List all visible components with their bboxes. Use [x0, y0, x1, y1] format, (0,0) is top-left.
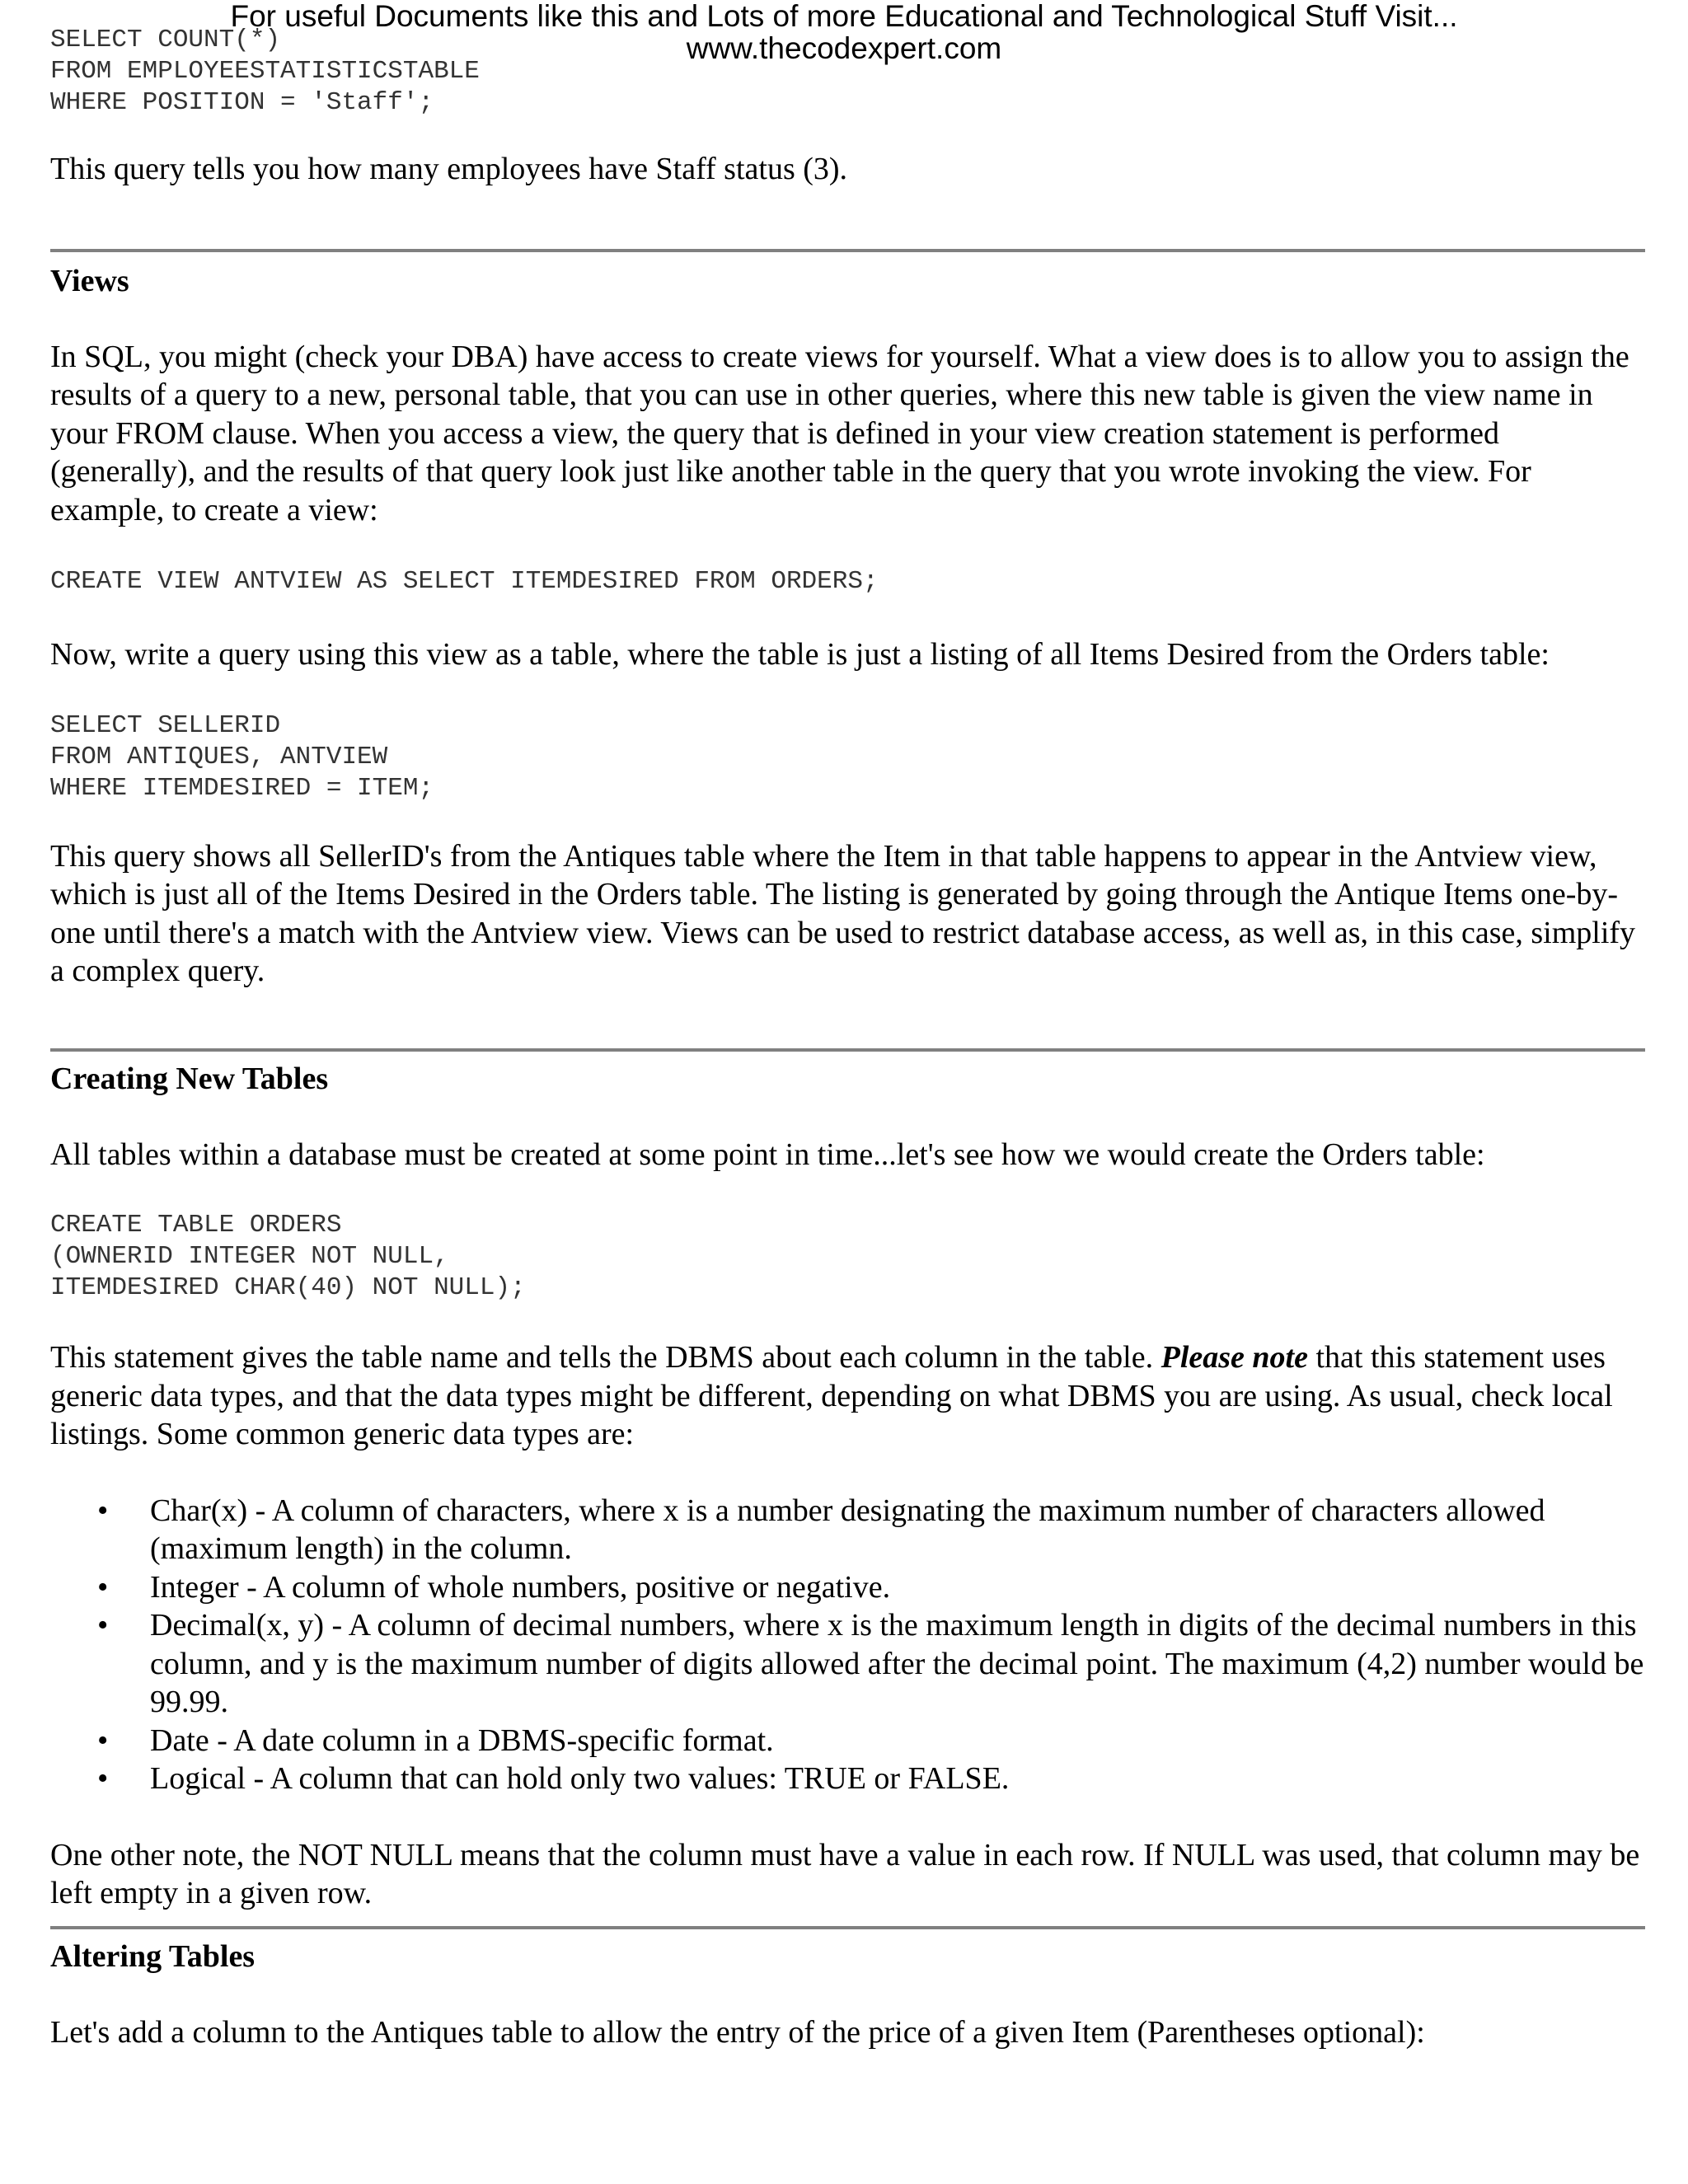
- count-query-explanation: This query tells you how many employees have Staff status (3).: [50, 152, 848, 186]
- code-create-view: CREATE VIEW ANTVIEW AS SELECT ITEMDESIRED FROM ORDERS;: [50, 567, 879, 596]
- document-content: [50, 25, 1645, 2051]
- list-item-text: Integer - A column of whole numbers, positive or negative.: [150, 1569, 891, 1605]
- list-item-text: Decimal(x, y) - A column of decimal numbers, where x is the maximum length in digits of the decimal numbers in this column, and y is the maximum number of digits allowed after the decimal point. The maximum (4,2) number would be 99.99.: [150, 1608, 1644, 1719]
- heading-altering-tables: Altering Tables: [50, 1938, 256, 1974]
- create-table-explanation: [50, 1338, 1645, 1454]
- alter-table-intro: Let's add a column to the Antiques table to allow the entry of the price of a given Item (Parentheses optional):: [50, 2014, 1425, 2050]
- banner-url[interactable]: www.thecodexpert.com: [686, 31, 1002, 65]
- not-null-note: One other note, the NOT NULL means that the column must have a value in each row. If NULL was used, that column may be left empty in a given row.: [50, 1837, 1640, 1910]
- bullet-icon: •: [97, 1569, 109, 1605]
- bullet-icon: •: [97, 1761, 109, 1796]
- heading-views: Views: [50, 263, 129, 298]
- list-item: [50, 1760, 1645, 1798]
- code-create-table: CREATE TABLE ORDERS (OWNERID INTEGER NOT NULL, ITEMDESIRED CHAR(40) NOT NULL);: [50, 1211, 526, 1302]
- view-query-intro: Now, write a query using this view as a table, where the table is just a listing of all Items Desired from the Orders table:: [50, 637, 1550, 672]
- please-note-emphasis: Please note: [1160, 1340, 1308, 1375]
- views-intro-paragraph: In SQL, you might (check your DBA) have access to create views for yourself. What a view does is to allow you to assign the results of a query to a new, personal table, that you can use in other queries, where this new table is given the view name in your FROM clause. When you access a view, the query that is defined in your view creation statement is performed (generally), and the results of that query look just like another table in the query that you wrote invoking the view. For example, to create a view:: [50, 339, 1629, 527]
- bullet-icon: •: [97, 1722, 109, 1758]
- view-query-explanation: This query shows all SellerID's from the Antiques table where the Item in that table happens to appear in the Antview view, which is just all of the Items Desired in the Orders table. The listing is generated by going through the Antique Items one-by-one until there's a match with the Antview view. Views can be used to restrict database access, as well as, in this case, simplify a complex query.: [50, 838, 1636, 988]
- list-item: [50, 1568, 1645, 1607]
- list-item: [50, 1722, 1645, 1760]
- list-item-text: Char(x) - A column of characters, where x is a number designating the maximum number of characters allowed (maximum length) in the column.: [150, 1493, 1545, 1566]
- create-table-text-1: This statement gives the table name and tells the DBMS about each column in the table.: [50, 1340, 1161, 1375]
- create-table-text-2: that this statement uses generic data types, and that the data types might be different, depending on what DBMS you are using. As usual, check local listings. Some common generic data types are:: [50, 1340, 1613, 1451]
- list-item-text: Date - A date column in a DBMS-specific format.: [150, 1722, 774, 1758]
- code-count-query: SELECT COUNT(*) FROM EMPLOYEESTATISTICSTABLE WHERE POSITION = 'Staff';: [50, 26, 480, 117]
- list-item: [50, 1606, 1645, 1722]
- create-table-intro: All tables within a database must be created at some point in time...let's see how we would create the Orders table:: [50, 1137, 1485, 1172]
- bullet-icon: •: [97, 1608, 109, 1643]
- code-select-sellerid: SELECT SELLERID FROM ANTIQUES, ANTVIEW WHERE ITEMDESIRED = ITEM;: [50, 710, 434, 803]
- list-item-text: Logical - A column that can hold only two values: TRUE or FALSE.: [150, 1761, 1010, 1796]
- heading-creating-new-tables: Creating New Tables: [50, 1061, 329, 1096]
- site-banner: [0, 0, 1688, 64]
- banner-line-1: For useful Documents like this and Lots of more Educational and Technological Stuff Visit...: [230, 0, 1458, 33]
- data-types-list: [50, 1492, 1645, 1798]
- bullet-icon: •: [97, 1493, 109, 1528]
- list-item: [50, 1492, 1645, 1568]
